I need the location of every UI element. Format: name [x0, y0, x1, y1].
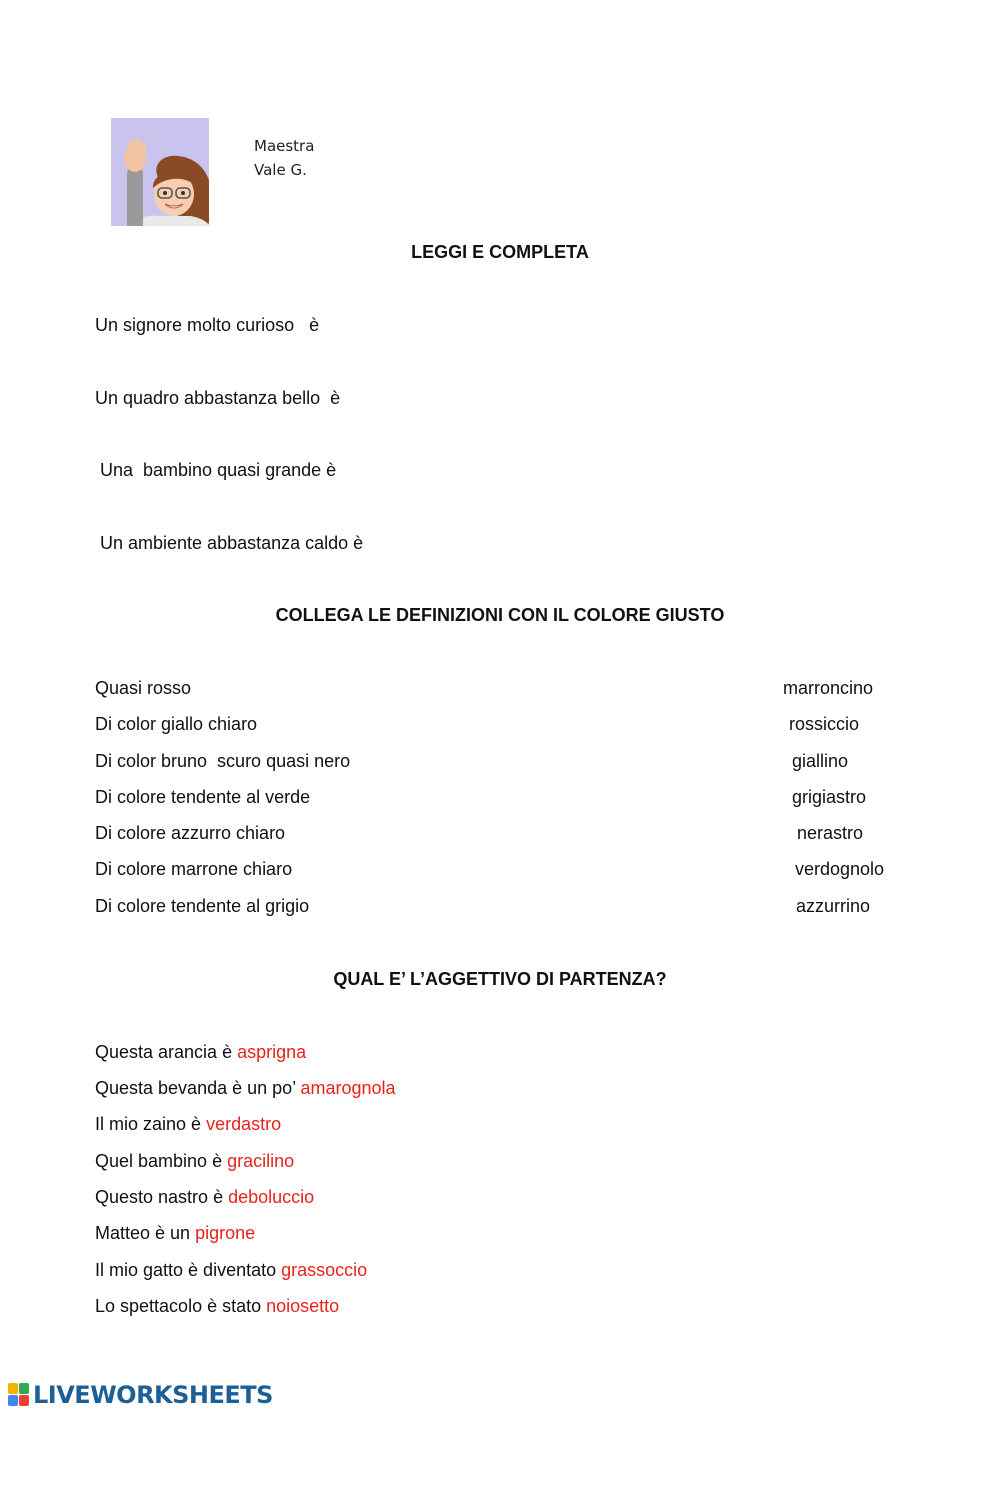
complete-item: Un signore molto curioso è [95, 315, 320, 335]
highlighted-adjective: verdastro [206, 1114, 282, 1134]
definition-item: Di colore azzurro chiaro [95, 823, 286, 843]
definition-item: Di color bruno scuro quasi nero [95, 751, 351, 771]
color-option: nerastro [797, 823, 864, 843]
highlighted-adjective: noiosetto [266, 1296, 340, 1316]
sentence-row [95, 1150, 294, 1172]
highlighted-adjective: gracilino [227, 1151, 295, 1171]
brand-name: LIVEWORKSHEETS [33, 1381, 273, 1409]
sentence-row [95, 1041, 306, 1063]
teacher-name-line1: Maestra [254, 137, 315, 155]
complete-item: Un quadro abbastanza bello è [95, 388, 341, 408]
sentence-text: Matteo è un [95, 1223, 196, 1243]
highlighted-adjective: grassoccio [281, 1260, 368, 1280]
highlighted-adjective: pigrone [195, 1223, 256, 1243]
sentence-row [95, 1259, 367, 1281]
definition-item: Quasi rosso [95, 678, 192, 698]
sentence-text: Quel bambino è [95, 1151, 228, 1171]
sentence-row [95, 1295, 339, 1317]
teacher-name-line2: Vale G. [254, 161, 307, 179]
sentence-text: Questa arancia è [95, 1042, 238, 1062]
sentence-text: Questo nastro è [95, 1187, 229, 1207]
sentence-row [95, 1186, 314, 1208]
complete-item: Un ambiente abbastanza caldo è [95, 533, 364, 553]
memoji-image [120, 136, 209, 226]
sentence-row [95, 1222, 255, 1244]
definition-item: Di colore tendente al grigio [95, 896, 310, 916]
color-option: giallino [792, 751, 849, 771]
color-option: grigiastro [792, 787, 867, 807]
sentence-row [95, 1113, 281, 1135]
sentence-text: Il mio gatto è diventato [95, 1260, 282, 1280]
color-option: verdognolo [795, 859, 885, 879]
color-option: azzurrino [796, 896, 871, 916]
sentence-text: Questa bevanda è un po’ [95, 1078, 301, 1098]
highlighted-adjective: asprigna [237, 1042, 307, 1062]
highlighted-adjective: deboluccio [228, 1187, 315, 1207]
color-option: rossiccio [789, 714, 860, 734]
sentence-row [95, 1077, 396, 1099]
teacher-avatar [111, 118, 209, 226]
section1-title: LEGGI E COMPLETA [411, 242, 589, 262]
liveworksheets-logo[interactable] [8, 1381, 273, 1409]
sentence-text: Il mio zaino è [95, 1114, 207, 1134]
highlighted-adjective: amarognola [300, 1078, 396, 1098]
definition-item: Di color giallo chiaro [95, 714, 258, 734]
complete-item: Una bambino quasi grande è [95, 460, 337, 480]
section2-title: COLLEGA LE DEFINIZIONI CON IL COLORE GIUSTO [275, 605, 725, 625]
logo-cubes-icon [8, 1383, 30, 1407]
definition-item: Di colore tendente al verde [95, 787, 311, 807]
definition-item: Di colore marrone chiaro [95, 859, 293, 879]
sentence-text: Lo spettacolo è stato [95, 1296, 267, 1316]
section3-title: QUAL E’ L’AGGETTIVO DI PARTENZA? [333, 969, 667, 989]
color-option: marroncino [783, 678, 874, 698]
